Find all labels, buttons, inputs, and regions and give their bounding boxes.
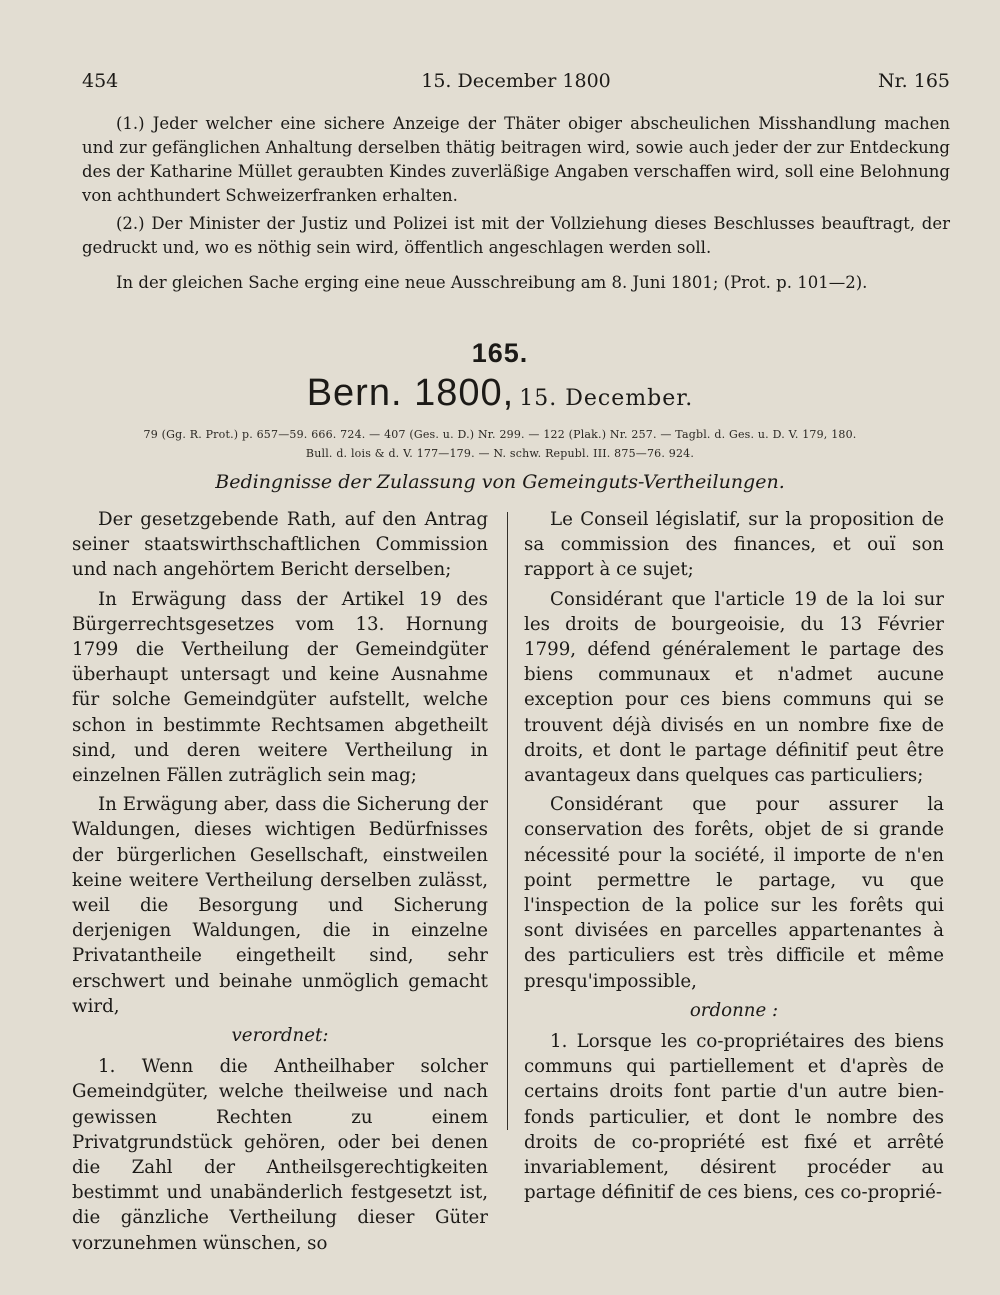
references-line-2: Bull. d. lois & d. V. 177—179. — N. schw. Republ. III. 875—76. 924. (305, 447, 695, 460)
french-consideration-1: Considérant que l'article 19 de la loi sur les droits de bourgeoisie, du 13 Février 1799, défend généralement le partage des biens communaux et n'admet aucune exception pour ces biens communs qui se trouvent déjà divisés en un nombre fixe de droits, et dont le partage définitif peut être avantageux dans quelques cas particuliers; (524, 588, 944, 787)
french-decree-word: ordonne : (689, 999, 779, 1021)
german-column (72, 507, 488, 1256)
section-place: Bern. 1800, (306, 372, 515, 414)
page-header (82, 70, 950, 98)
paragraph-3: In der gleichen Sache erging eine neue Ausschreibung am 8. Juni 1801; (Prot. p. 101—2). (116, 273, 868, 292)
french-column (524, 507, 944, 1205)
section-number: 165. (471, 338, 529, 368)
section-date: 15. December. (519, 386, 694, 411)
column-divider (507, 512, 508, 1130)
german-consideration-1: In Erwägung dass der Artikel 19 des Bürgerrechtsgesetzes vom 13. Hornung 1799 die Vertheilung der Gemeindgüter überhaupt untersagt und keine Ausnahme für solche Gemeindgüter aufstellt, welche schon in bestimmte Rechtsamen abgetheilt sind, und deren weitere Vertheilung in einzelnen Fällen zuträglich sein mag; (72, 588, 488, 787)
header-date: 15. December 1800 (421, 70, 611, 92)
section-subtitle: Bedingnisse der Zulassung von Gemeinguts-Vertheilungen. (215, 471, 785, 493)
header-document-number: Nr. 165 (878, 70, 950, 92)
german-article-1: 1. Wenn die Antheilhaber solcher Gemeindgüter, welche theilweise und nach gewissen Rechten zu einem Privatgrundstück gehören, oder bei denen die Zahl der Antheilsgerechtigkeiten bestimmt und unabänderlich festgesetzt ist, die gänzliche Vertheilung dieser Güter vorzunehmen wünschen, so (72, 1056, 488, 1254)
page-number: 454 (82, 70, 119, 92)
german-preamble: Der gesetzgebende Rath, auf den Antrag seiner staatswirthschaftlichen Commission und nach angehörtem Bericht derselben; (72, 509, 488, 581)
french-preamble: Le Conseil législatif, sur la proposition de sa commission des finances, et ouï son rapport à ce sujet; (524, 509, 944, 581)
references-line-1: 79 (Gg. R. Prot.) p. 657—59. 666. 724. — 407 (Ges. u. D.) Nr. 299. — 122 (Plak.) Nr. 257. — Tagbl. d. Ges. u. D. V. 179, 180. (143, 428, 857, 441)
section-heading (0, 372, 1000, 415)
french-consideration-2: Considérant que pour assurer la conservation des forêts, objet de si grande nécessité pour la société, il importe de n'en point permettre le partage, vu que l'inspection de la police sur les forêts qui sont divisées en parcelles appartenantes à des particuliers est très difficile et même presqu'impossible, (524, 794, 944, 992)
paragraph-2: (2.) Der Minister der Justiz und Polizei ist mit der Vollziehung dieses Beschlusses beauftragt, der gedruckt und, wo es nöthig sein wird, öffentlich angeschlagen werden soll. (82, 214, 950, 257)
paragraph-1: (1.) Jeder welcher eine sichere Anzeige der Thäter obiger abscheulichen Misshandlung machen und zur gefänglichen Anhaltung derselben thätig beitragen wird, sowie auch jeder der zur Entdeckung des der Katharine Müllet geraubten Kindes zuverläßige Angaben verschaffen wird, soll eine Belohnung von achthundert Schweizerfranken erhalten. (82, 114, 950, 205)
french-article-1: 1. Lorsque les co-propriétaires des biens communs qui partiellement et d'après de certains droits font partie d'un autre bien-fonds particulier, et dont le nombre des droits de co-propriété est fixé et arrêté invariablement, désirent procéder au partage définitif de ces biens, ces co-proprié- (524, 1031, 944, 1204)
german-decree-word: verordnet: (231, 1025, 329, 1047)
german-consideration-2: In Erwägung aber, dass die Sicherung der Waldungen, dieses wichtigen Bedürfnisses der bürgerlichen Gesellschaft, einstweilen keine weitere Vertheilung derselben zulässt, weil die Besorgung und Sicherung derjenigen Waldungen, die in einzelne Privatantheile eingetheilt sind, sehr erschwert und beinahe unmöglich gemacht wird, (72, 794, 488, 1017)
